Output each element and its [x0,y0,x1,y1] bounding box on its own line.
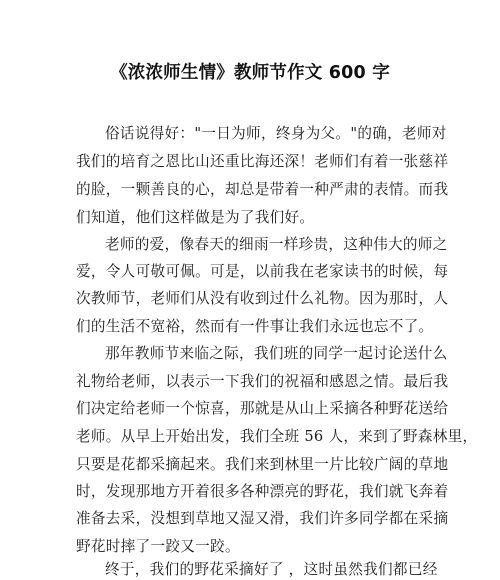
body-text-line: 野花时摔了一跤又一跤。 [76,538,240,555]
body-text-line: 们的生活不宽裕，然而有一件事让我们永远也忘不了。 [76,318,434,335]
body-text-line: 老师的爱，像春天的细雨一样珍贵，这种伟大的师之 [105,236,448,253]
body-text-line: 终于，我们的野花采摘好了 ，这时虽然我们都已经 [105,561,438,578]
body-text-line: 礼物给老师，以表示一下我们的祝福和感恩之情。最后我 [76,373,449,390]
body-text-line: 爱，令人可敬可佩。可是，以前我在老家读书的时候，每 [76,263,449,280]
body-text-line: 们知道，他们这样做是为了我们好。 [76,209,315,226]
body-text-line: 时，发现那地方开着很多各种漂亮的野花，我们就飞奔着 [76,483,449,500]
body-text-line: 俗话说得好："一日为师，终身为父。"的确，老师对 [105,125,447,142]
document-title: 《浓浓师生情》教师节作文 600 字 [110,63,390,83]
body-text-line: 那年教师节来临之际，我们班的同学一起讨论送什么 [105,345,448,362]
body-text-line: 老师。从早上开始出发，我们全班 56 人，来到了野森林里， [76,428,478,445]
body-text-line: 的脸，一颗善良的心，却总是带着一种严肃的表情。而我 [76,181,449,198]
body-text-line: 次教师节，老师们从没有收到过什么礼物。因为那时，人 [76,290,449,307]
body-text-line: 只要是花都采摘起来。我们来到林里一片比较广阔的草地 [76,456,449,473]
body-text-line: 准备去采，没想到草地又湿又滑，我们许多同学都在采摘 [76,510,449,527]
body-text-line: 我们的培育之恩比山还重比海还深！老师们有着一张慈祥 [76,153,449,170]
body-text-line: 们决定给老师一个惊喜，那就是从山上采摘各种野花送给 [76,400,449,417]
